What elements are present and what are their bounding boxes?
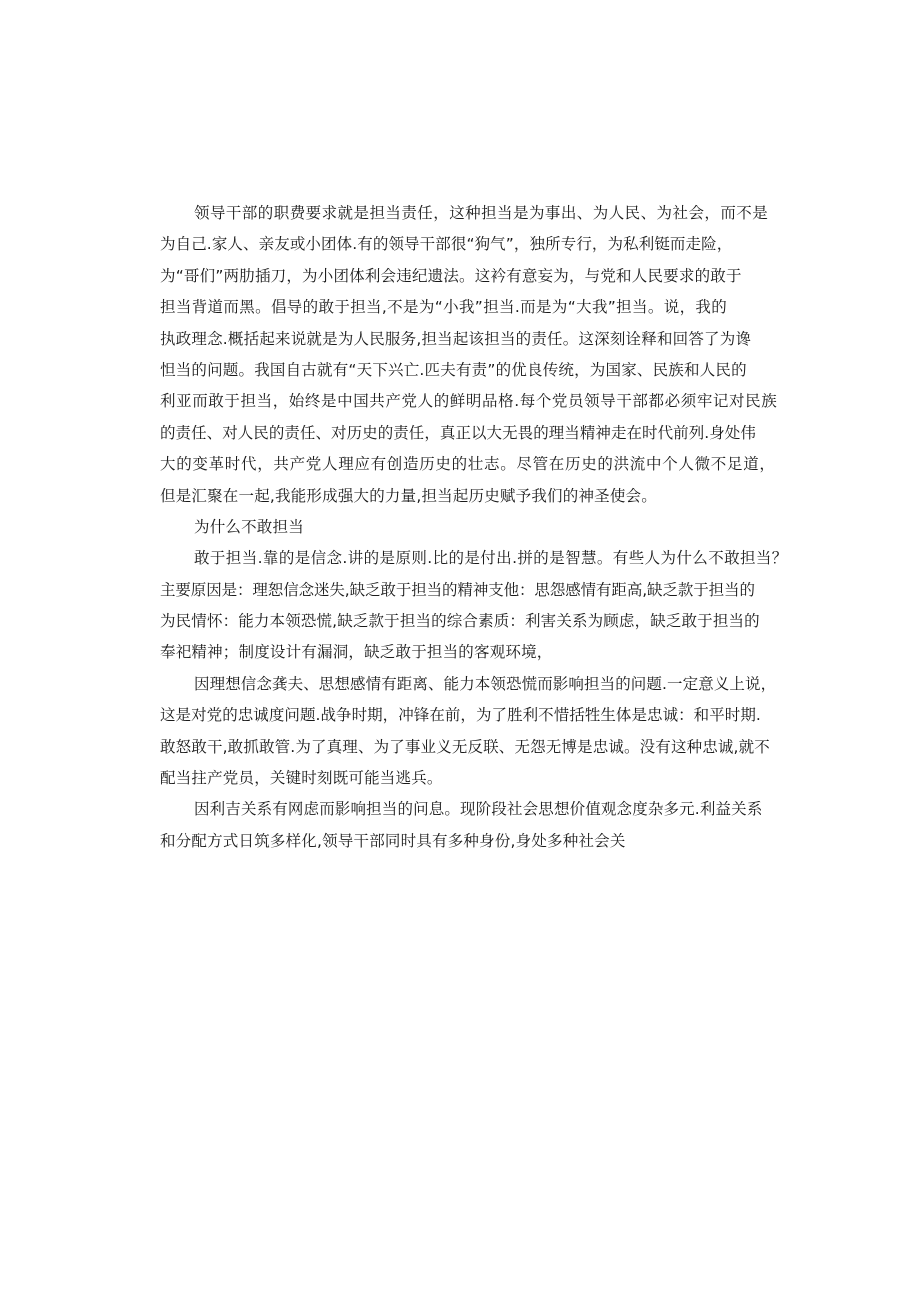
section-heading: 为什么不敢担当 [194, 517, 304, 536]
paragraph-reasons [160, 543, 788, 669]
paragraph-loyalty [160, 669, 780, 795]
paragraph-line: 怛当的问题。我国自古就有“天下兴亡.匹夫有责”的优良传统，为国家、民族和人民的 [160, 360, 747, 379]
paragraph-line: 因利吉关系有网虑而影响担当的问息。现阶段社会思想价值观念度杂多元.利益关系 [194, 800, 763, 819]
paragraph-line: 执政理念.概括起来说就是为人民服务,担当起该担当的责任。这深刻诠释和回答了为谗 [160, 329, 752, 348]
paragraph-line: 大的变革时代，共产党人理应有创造历史的壮志。尽管在历史的洪流中个人微不足道， [160, 455, 776, 474]
paragraph-line: 这是对党的忠诚度问题.战争时期，冲锋在前，为了胜利不惜括牲生体是忠诚：和平时期. [160, 706, 761, 725]
paragraph-line: 配当拄产党员，关键时刻既可能当逃兵。 [160, 769, 443, 788]
paragraph-line: 奉祀精神；制度设计有漏洞，缺乏敢于担当的客观环境， [160, 643, 553, 662]
paragraph-line: 的责任、对人民的责任、对历史的责任，真正以大无畏的理当精神走在时代前列.身处伟 [160, 423, 756, 442]
paragraph-line: 为“哥们”两肋插刀，为小团体利会违纪遗法。这衿有意妄为，与党和人民要求的敢于 [160, 266, 742, 285]
paragraph-line: 利亚而敢于担当，始终是中国共产党人的鲜明品格.每个党员领导干部都必须牢记对民族 [160, 392, 778, 411]
paragraph-line: 敢怒敢干,敢抓敢管.为了真理、为了事业义无反联、无怨无博是忠诚。没有这种忠诚,就不 [160, 737, 770, 756]
paragraph-line: 敢于担当.靠的是信念.讲的是原则.比的是付出.拼的是智慧。有些人为什么不敢担当？ [194, 549, 788, 568]
paragraph-line: 担当背道而黑。倡导的敢于担当,不是为“小我”担当.而是为“大我”担当。说，我的 [160, 298, 728, 317]
paragraph-line: 但是汇聚在一起,我能形成强大的力量,担当起历史赋予我们的神圣使会。 [160, 486, 657, 505]
paragraph-line: 领导干部的职费要求就是担当责任，这种担当是为事出、为人民、为社会，而不是 [194, 204, 769, 222]
paragraph-line: 因理想信念龚夫、思想感情有距离、能力本领恐慌而影响担当的问题.一定意义上说， [194, 674, 777, 693]
paragraph-line: 和分配方式日筑多样化,领导干部同时具有多种身份,身处多种社会关 [160, 831, 626, 850]
paragraph-interests [160, 794, 780, 857]
paragraph-responsibility [160, 198, 780, 512]
document-body [160, 198, 788, 857]
paragraph-line: 为自己.家人、亲友或小团体.有的领导干部很“狗气”，独所专行，为私利铤而走险， [160, 235, 733, 254]
paragraph-line: 为民情怀：能力本领恐慌,缺乏款于担当的综合素质：利害关系为顾虑，缺乏敢于担当的 [160, 612, 760, 631]
paragraph-line: 主要原因是：理恕信念迷失,缺乏敢于担当的精神支他：思怨感情有距高,缺乏款于担当的 [160, 580, 755, 599]
